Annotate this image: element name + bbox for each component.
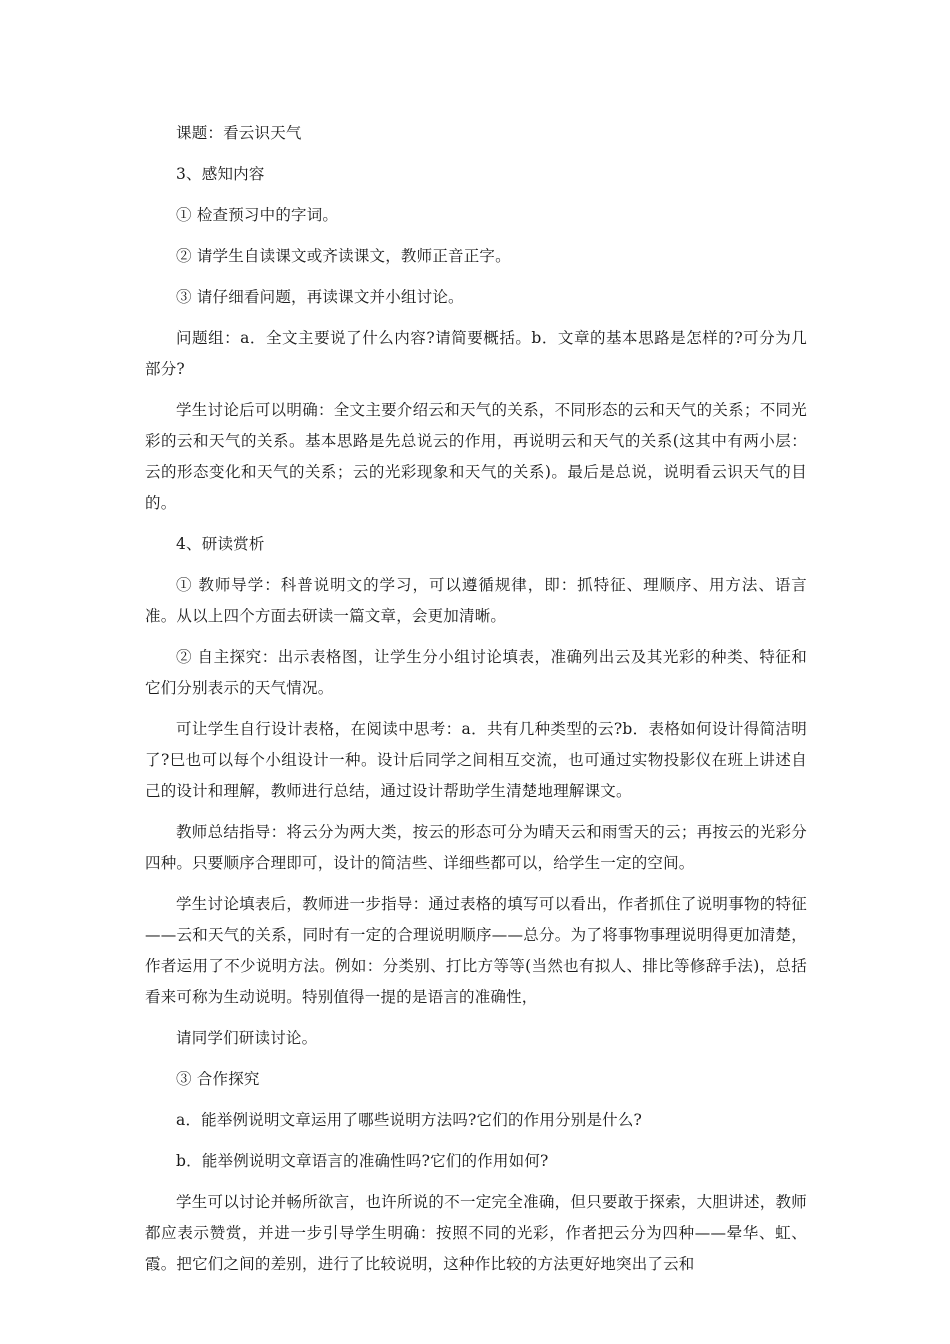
paragraph: 问题组：a．全文主要说了什么内容?请简要概括。b．文章的基本思路是怎样的?可分为几部分?	[145, 329, 807, 378]
document-page	[145, 118, 807, 1290]
section-heading-perceive: 3、感知内容	[176, 165, 265, 183]
paragraph: ② 自主探究：出示表格图，让学生分小组讨论填表，准确列出云及其光彩的种类、特征和它们分别表示的天气情况。	[145, 648, 807, 697]
paragraph: 请同学们研读讨论。	[176, 1029, 318, 1047]
lesson-title: 课题：看云识天气	[176, 124, 302, 142]
paragraph: 教师总结指导：将云分为两大类，按云的形态可分为晴天云和雨雪天的云；再按云的光彩分四种。只要顺序合理即可，设计的简洁些、详细些都可以，给学生一定的空间。	[145, 823, 807, 872]
paragraph: ③ 合作探究	[176, 1070, 260, 1088]
paragraph: ① 教师导学：科普说明文的学习，可以遵循规律，即：抓特征、理顺序、用方法、语言准。从以上四个方面去研读一篇文章，会更加清晰。	[145, 576, 807, 625]
paragraph: 学生可以讨论并畅所欲言，也许所说的不一定完全准确，但只要敢于探索，大胆讲述，教师都应表示赞赏，并进一步引导学生明确：按照不同的光彩，作者把云分为四种——晕华、虹、霞。把它们之间的差别，进行了比较说明，这种作比较的方法更好地突出了云和	[145, 1193, 807, 1273]
paragraph: 可让学生自行设计表格，在阅读中思考：a．共有几种类型的云?b．表格如何设计得简洁明了?巳也可以每个小组设计一种。设计后同学之间相互交流，也可通过实物投影仪在班上讲述自己的设计和理解，教师进行总结，通过设计帮助学生清楚地理解课文。	[145, 720, 807, 800]
paragraph: b．能举例说明文章语言的准确性吗?它们的作用如何?	[176, 1152, 549, 1170]
paragraph: a．能举例说明文章运用了哪些说明方法吗?它们的作用分别是什么?	[176, 1111, 643, 1129]
paragraph: ② 请学生自读课文或齐读课文，教师正音正字。	[176, 247, 511, 265]
paragraph: 学生讨论填表后，教师进一步指导：通过表格的填写可以看出，作者抓住了说明事物的特征——云和天气的关系，同时有一定的合理说明顺序——总分。为了将事物事理说明得更加清楚，作者运用了不少说明方法。例如：分类别、打比方等等(当然也有拟人、排比等修辞手法)，总括看来可称为生动说明。特别值得一提的是语言的准确性，	[145, 895, 807, 1006]
paragraph: ① 检查预习中的字词。	[176, 206, 339, 224]
section-heading-study: 4、研读赏析	[176, 535, 265, 553]
paragraph: 学生讨论后可以明确：全文主要介绍云和天气的关系，不同形态的云和天气的关系；不同光彩的云和天气的关系。基本思路是先总说云的作用，再说明云和天气的关系(这其中有两小层：云的形态变化和天气的关系；云的光彩现象和天气的关系)。最后是总说，说明看云识天气的目的。	[145, 401, 807, 512]
paragraph: ③ 请仔细看问题，再读课文并小组讨论。	[176, 288, 464, 306]
